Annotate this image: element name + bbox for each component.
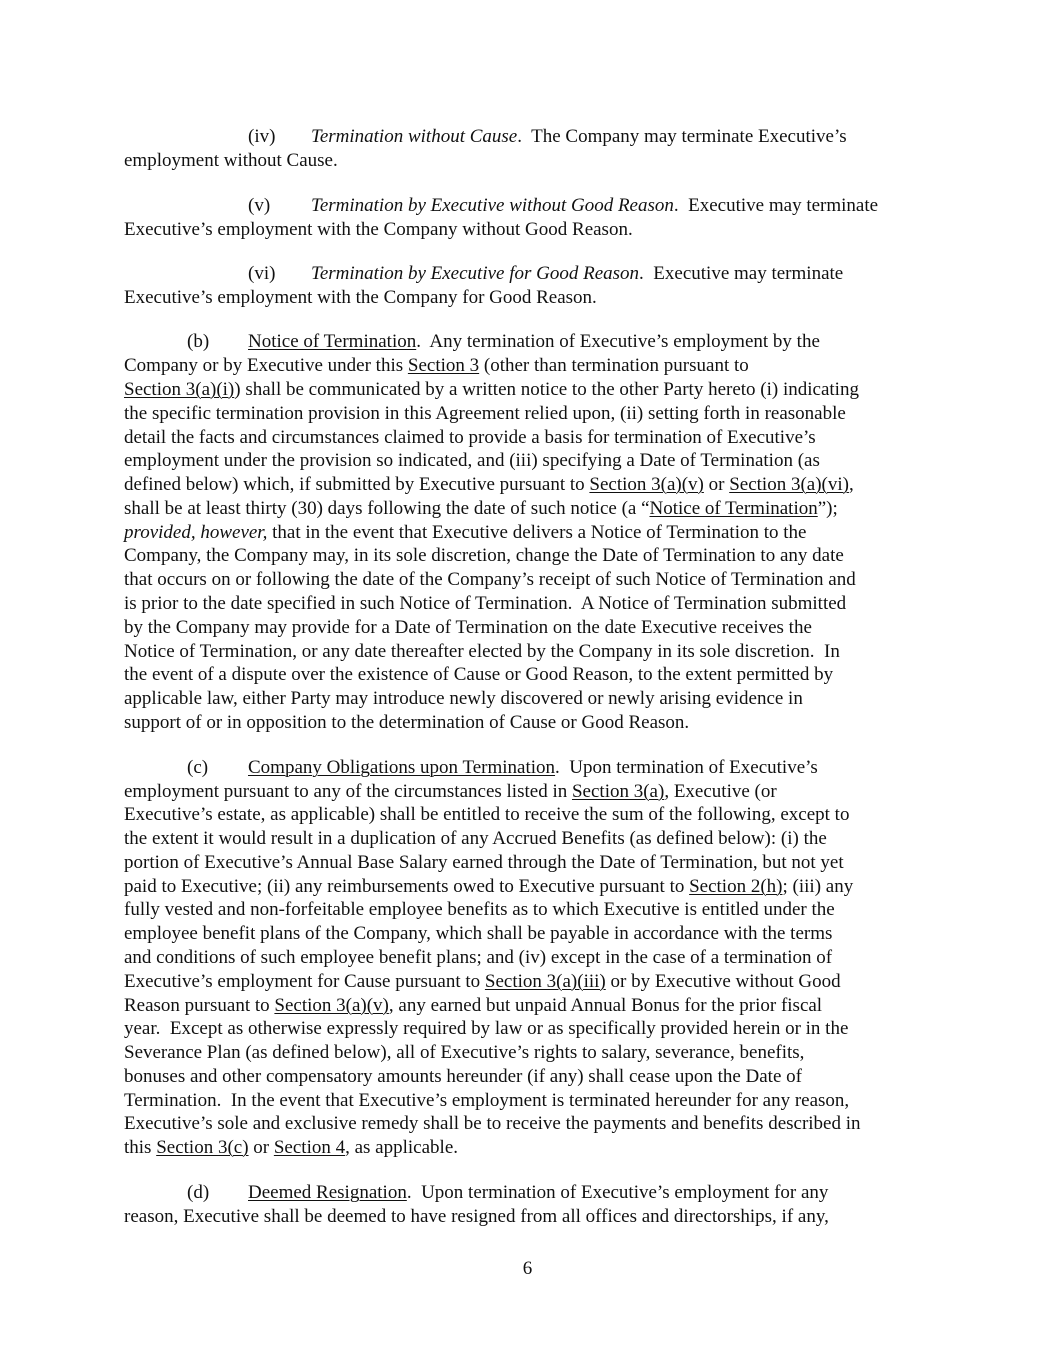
subsection-v-line-1: (v) Termination by Executive without Good Reason. Executive may terminate xyxy=(248,195,879,216)
paragraph-b-line-16: applicable law, either Party may introduce newly discovered or newly arising evidence in xyxy=(124,688,803,709)
page-number: 6 xyxy=(522,1258,533,1279)
paragraph-b-line-11: that occurs on or following the date of the Company’s receipt of such Notice of Termination and xyxy=(124,569,856,590)
paragraph-b-line-1: (b) Notice of Termination. Any termination of Executive’s employment by the xyxy=(187,331,820,352)
paragraph-c-line-1: (c) Company Obligations upon Termination. Upon termination of Executive’s xyxy=(187,757,818,778)
paragraph-c-line-14: bonuses and other compensatory amounts hereunder (if any) shall cease upon the Date of xyxy=(124,1066,802,1087)
section-reference: Section 3(a)(iii) xyxy=(484,971,606,992)
paragraph-b-line-12: is prior to the date specified in such Notice of Termination. A Notice of Termination submitted xyxy=(124,593,847,614)
paragraph-b-line-13: by the Company may provide for a Date of Termination on the date Executive receives the xyxy=(124,617,812,638)
paragraph-b-line-10: Company, the Company may, in its sole discretion, change the Date of Termination to any date xyxy=(124,545,844,566)
section-reference: Section 3 xyxy=(407,355,480,376)
subsection-heading: Termination without Cause xyxy=(311,126,518,147)
paragraph-b-line-15: the event of a dispute over the existence of Cause or Good Reason, to the extent permitted by xyxy=(124,664,834,685)
subsection-vi-line-2: Executive’s employment with the Company for Good Reason. xyxy=(124,287,597,308)
paragraph-c-line-9: and conditions of such employee benefit plans; and (iv) except in the case of a termination of xyxy=(124,947,833,968)
section-reference: Section 3(c) xyxy=(156,1137,249,1158)
section-reference: Section 3(a)(i) xyxy=(124,379,235,400)
section-reference: Section 3(a)(v) xyxy=(589,474,704,495)
paragraph-c-line-16: Executive’s sole and exclusive remedy shall be to receive the payments and benefits described in xyxy=(124,1113,861,1134)
subsection-heading: Termination by Executive without Good Reason xyxy=(311,195,674,216)
paragraph-c-line-13: Severance Plan (as defined below), all of Executive’s rights to salary, severance, benefits, xyxy=(124,1042,805,1063)
paragraph-label: (c) xyxy=(187,757,209,778)
paragraph-d-line-2: reason, Executive shall be deemed to have resigned from all offices and directorships, if any, xyxy=(124,1206,829,1227)
paragraph-b-line-7: defined below) which, if submitted by Executive pursuant to Section 3(a)(v) or Section 3(a)(vi), xyxy=(124,474,854,495)
paragraph-b-line-8: shall be at least thirty (30) days following the date of such notice (a “Notice of Termination”); xyxy=(124,498,838,519)
subsection-label: (vi) xyxy=(248,263,276,284)
section-reference: Section 2(h) xyxy=(689,876,783,897)
subsection-label: (iv) xyxy=(248,126,276,147)
paragraph-b-line-4: the specific termination provision in this Agreement relied upon, (ii) setting forth in reasonable xyxy=(124,403,846,424)
paragraph-c-line-17: this Section 3(c) or Section 4, as applicable. xyxy=(124,1137,459,1158)
paragraph-c-line-3: Executive’s estate, as applicable) shall be entitled to receive the sum of the following, except to xyxy=(124,804,850,825)
paragraph-b-line-14: Notice of Termination, or any date thereafter elected by the Company in its sole discretion. In xyxy=(124,641,840,662)
paragraph-b-line-9: provided, however, that in the event that Executive delivers a Notice of Termination to the xyxy=(124,522,807,543)
paragraph-b-line-3: Section 3(a)(i)) shall be communicated by a written notice to the other Party hereto (i) indicating xyxy=(124,379,859,400)
paragraph-label: (d) xyxy=(187,1182,210,1203)
subsection-v-line-2: Executive’s employment with the Company without Good Reason. xyxy=(124,219,633,240)
paragraph-b-line-5: detail the facts and circumstances claimed to provide a basis for termination of Executive’s xyxy=(124,427,816,448)
paragraph-heading: Company Obligations upon Termination xyxy=(248,757,556,778)
subsection-heading: Termination by Executive for Good Reason xyxy=(311,263,640,284)
paragraph-c-line-10: Executive’s employment for Cause pursuant to Section 3(a)(iii) or by Executive without Good xyxy=(124,971,841,992)
paragraph-c-line-15: Termination. In the event that Executive’s employment is terminated hereunder for any reason, xyxy=(124,1090,850,1111)
paragraph-c-line-2: employment pursuant to any of the circumstances listed in Section 3(a), Executive (or xyxy=(124,781,777,802)
paragraph-b-line-17: support of or in opposition to the determination of Cause or Good Reason. xyxy=(124,712,690,733)
paragraph-c-line-6: paid to Executive; (ii) any reimbursements owed to Executive pursuant to Section 2(h); (iii) any xyxy=(124,876,854,897)
paragraph-c-line-4: the extent it would result in a duplication of any Accrued Benefits (as defined below): (i) the xyxy=(124,828,827,849)
subsection-vi-line-1: (vi) Termination by Executive for Good Reason. Executive may terminate xyxy=(248,263,844,284)
subsection-label: (v) xyxy=(248,195,271,216)
section-reference: Section 4 xyxy=(273,1137,346,1158)
paragraph-heading: Deemed Resignation xyxy=(248,1182,407,1203)
defined-term: Notice of Termination xyxy=(649,498,818,519)
paragraph-c-line-12: year. Except as otherwise expressly required by law or as specifically provided herein or in the xyxy=(124,1018,849,1039)
section-reference: Section 3(a) xyxy=(571,781,665,802)
section-reference: Section 3(a)(vi) xyxy=(729,474,849,495)
paragraph-b-line-2: Company or by Executive under this Section 3 (other than termination pursuant to xyxy=(124,355,749,376)
subsection-iv-line-2: employment without Cause. xyxy=(124,150,338,171)
section-reference: Section 3(a)(v) xyxy=(274,995,389,1016)
paragraph-c-line-7: fully vested and non-forfeitable employee benefits as to which Executive is entitled under the xyxy=(124,899,835,920)
paragraph-label: (b) xyxy=(187,331,210,352)
paragraph-c-line-5: portion of Executive’s Annual Base Salary earned through the Date of Termination, but not yet xyxy=(124,852,844,873)
paragraph-heading: Notice of Termination xyxy=(248,331,417,352)
subsection-iv-line-1: (iv) Termination without Cause. The Company may terminate Executive’s xyxy=(248,126,847,147)
paragraph-d-line-1: (d) Deemed Resignation. Upon termination of Executive’s employment for any xyxy=(187,1182,829,1203)
paragraph-b-line-6: employment under the provision so indicated, and (iii) specifying a Date of Termination (as xyxy=(124,450,820,471)
paragraph-c-line-8: employee benefit plans of the Company, which shall be payable in accordance with the terms xyxy=(124,923,833,944)
paragraph-c-line-11: Reason pursuant to Section 3(a)(v), any earned but unpaid Annual Bonus for the prior fiscal xyxy=(124,995,823,1016)
